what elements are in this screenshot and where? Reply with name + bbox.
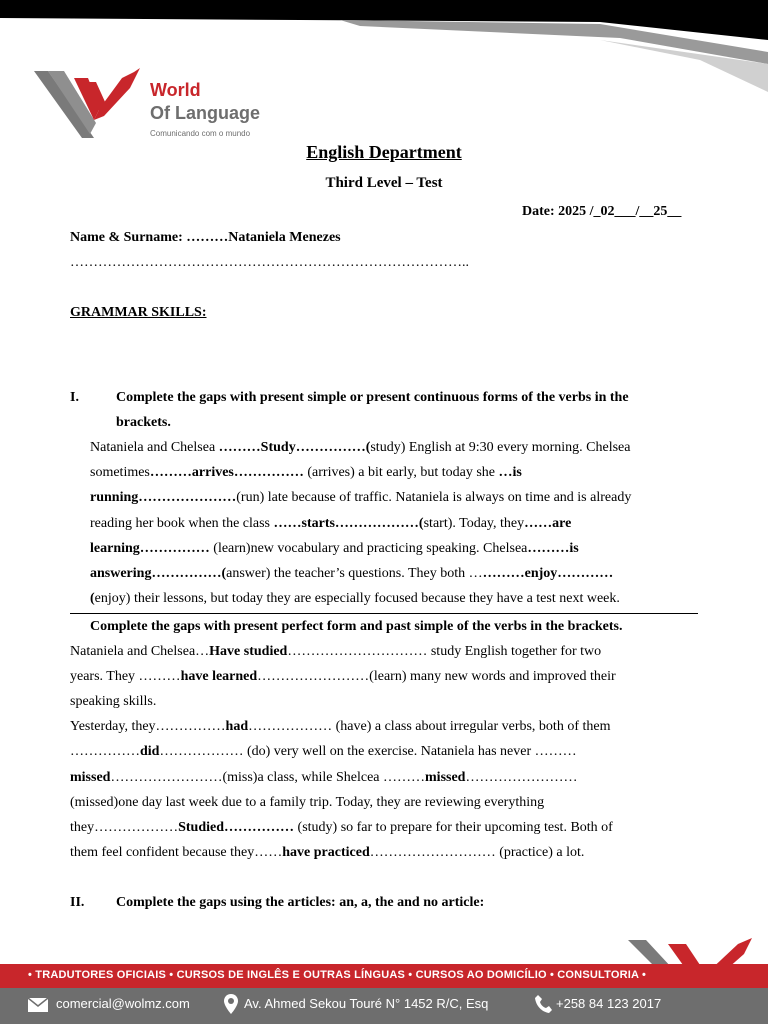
answer-text: …is: [498, 465, 522, 481]
body-text: Nataniela and Chelsea: [90, 440, 219, 455]
phone-icon: [534, 994, 552, 1014]
ex2-line: [70, 643, 601, 661]
body-text: enjoy) their lessons, but today they are especially focused because they have a test next week.: [94, 591, 620, 607]
answer-text: (: [90, 591, 95, 607]
body-text: (missed)one day last week due to a family trip. Today, they are reviewing everything: [70, 794, 545, 810]
body-text: (learn)new vocabulary and practicing speaking. Chelsea: [209, 540, 528, 556]
answer-text: missed: [425, 769, 466, 785]
body-text: study) English at 9:30 every morning. Chelsea: [370, 440, 631, 455]
ex1-line: [90, 565, 613, 583]
body-text: ………………………… study English together for two: [287, 644, 602, 659]
answer-text: running…………………: [90, 490, 237, 506]
footer-phone: +258 84 123 2017: [556, 996, 662, 1011]
body-text: ……………… (do) very well on the exercise. Nataniela has never ………: [159, 744, 577, 760]
body-text: ……………………(learn) many new words and improved their: [257, 669, 616, 685]
exercise1-number: I.: [70, 390, 79, 405]
ex1-line: [90, 540, 579, 558]
body-text: (run) late because of traffic. Nataniela is always on time and is already: [236, 490, 632, 506]
location-pin-icon: [224, 994, 238, 1014]
body-text: speaking skills.: [70, 694, 157, 710]
body-text: years. They ………: [70, 669, 181, 685]
department-title: English Department: [306, 142, 462, 162]
answer-text: ………arrives……………: [149, 465, 304, 481]
ex2-line: [70, 794, 544, 812]
body-text: them feel confident because they……: [70, 844, 283, 860]
world-of-language-logo: [34, 68, 144, 140]
footer-contact-bar: [0, 988, 768, 1024]
body-text: ……………………(miss)a class, while Shelcea ………: [110, 769, 426, 785]
ex1-line: [90, 515, 571, 533]
body-text: (arrives) a bit early, but today she: [303, 465, 499, 481]
ex2-line: [70, 743, 577, 761]
ex2-line: [70, 844, 584, 862]
grammar-skills-heading: GRAMMAR SKILLS:: [70, 305, 207, 320]
test-level-title: Third Level – Test: [325, 175, 443, 191]
body-text: Nataniela and Chelsea…: [70, 644, 210, 659]
section-divider: [70, 613, 698, 614]
body-text: start). Today, they: [423, 515, 525, 531]
answer-text: had: [225, 719, 249, 735]
exercise3-number: II.: [70, 895, 85, 910]
ex1-line: [90, 464, 522, 482]
answer-text: have practiced: [282, 844, 370, 860]
body-text: they………………: [70, 819, 179, 835]
brand-name-line1: World: [150, 80, 201, 100]
ex1-line: [90, 439, 630, 457]
ex2-line: [70, 819, 613, 837]
answer-text: answering……………(: [90, 566, 227, 581]
ex2-line: [70, 693, 156, 711]
body-text: ……………: [70, 744, 140, 760]
dotted-line: …………………………………………………………………………..: [70, 255, 469, 270]
date-field: Date: 2025 /_02___/__25__: [522, 204, 682, 219]
brand-name-line2: Of Language: [150, 103, 261, 123]
exercise1-instruction-line2: brackets.: [116, 415, 171, 430]
body-text: reading her book when the class: [90, 515, 274, 531]
body-text: ……………………: [465, 769, 578, 785]
exercise1-instruction-line1: Complete the gaps with present simple or present continuous forms of the verbs in the: [116, 390, 629, 405]
ex2-line: [70, 718, 610, 736]
envelope-icon: [28, 998, 48, 1012]
answer-text: learning……………: [90, 540, 210, 556]
body-text: Yesterday, they……………: [70, 719, 226, 735]
answer-text: ……are: [524, 515, 572, 531]
ex1-line: [90, 489, 631, 507]
answer-text: Have studied: [209, 644, 288, 659]
footer-services-band: [0, 964, 768, 988]
exercise3-instruction: Complete the gaps using the articles: an, a, the and no article:: [116, 895, 485, 910]
ex1-line: [90, 590, 620, 608]
footer-address: Av. Ahmed Sekou Touré N° 1452 R/C, Esq: [244, 996, 489, 1011]
body-text: ……………………… (practice) a lot.: [369, 844, 585, 860]
brand-tagline: Comunicando com o mundo: [150, 129, 251, 138]
ex2-line: [70, 668, 616, 686]
footer-services-text: • TRADUTORES OFICIAIS • CURSOS DE INGLÊS E OUTRAS LÍNGUAS • CURSOS AO DOMICÍLIO • CONSULTORIA •: [28, 969, 647, 981]
answer-text: ………Study……………(: [218, 440, 371, 455]
answer-text: did: [140, 744, 160, 760]
answer-text: missed: [70, 769, 111, 785]
exercise2-instruction: Complete the gaps with present perfect form and past simple of the verbs in the brackets.: [90, 619, 623, 634]
name-surname-field: Name & Surname: ………Nataniela Menezes: [70, 230, 341, 245]
body-text: ……………… (have) a class about irregular verbs, both of them: [248, 719, 611, 735]
answer-text: ………is: [527, 540, 579, 556]
body-text: answer) the teacher’s questions. They both …: [226, 566, 483, 581]
body-text: (study) so far to prepare for their upcoming test. Both of: [294, 819, 613, 835]
footer-email: comercial@wolmz.com: [56, 996, 190, 1011]
answer-text: ……starts………………(: [273, 515, 424, 531]
ex2-line: [70, 769, 577, 787]
answer-text: have learned: [180, 669, 258, 685]
answer-text: ………enjoy…………: [482, 566, 614, 581]
answer-text: Studied……………: [178, 819, 295, 835]
body-text: sometimes: [90, 465, 150, 481]
